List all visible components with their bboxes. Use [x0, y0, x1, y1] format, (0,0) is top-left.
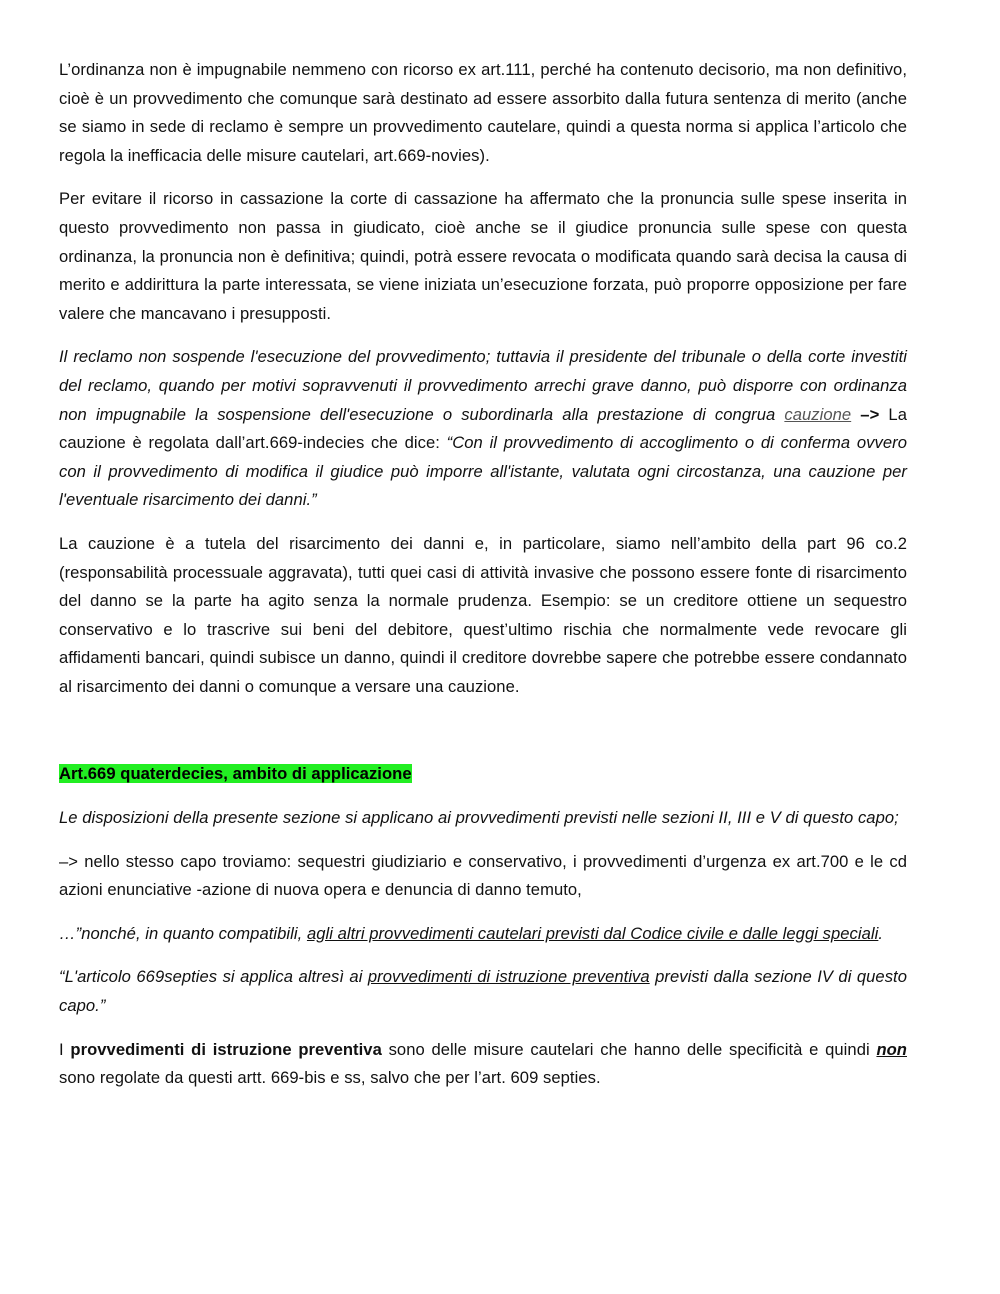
- paragraph-istruzione-preventiva: [59, 1036, 907, 1093]
- paragraph-stesso-capo: –> nello stesso capo troviamo: sequestri giudiziario e conservativo, i provvedimenti d’urgenza ex art.700 e le cd azioni enunciative -azione di nuova opera e denuncia di danno temuto,: [59, 851, 907, 900]
- reclamo-quote: Il reclamo non sospende l'esecuzione del provvedimento; tuttavia il presidente del tribunale o della corte investiti del reclamo, quando per motivi sopravvenuti il provvedimento arrechi grave danno, può disporre con ordinanza non impugnabile la sospensione dell'esecuzione o subordinarla alla prestazione di congrua: [59, 347, 907, 424]
- istruzione-preventiva-bold: provvedimenti di istruzione preventiva: [70, 1039, 382, 1059]
- istruzione-mid: sono delle misure cautelari che hanno delle specificità e quindi: [381, 1039, 877, 1059]
- istruzione-preventiva-underlined: provvedimenti di istruzione preventiva: [367, 967, 650, 987]
- paragraph-ordinanza-non-impugnabile: L’ordinanza non è impugnabile nemmeno con ricorso ex art.111, perché ha contenuto decisorio, ma non definitivo, cioè è un provvedimento che comunque sarà destinato ad essere assorbito dalla futura sentenza di merito (anche se siamo in sede di reclamo è sempre un provvedimento cautelare, quindi a questa norma si applica l’articolo che regola la inefficacia delle misure cautelari, art.669-novies).: [59, 60, 907, 165]
- altri-provvedimenti-underlined: agli altri provvedimenti cautelari previsti dal Codice civile e dalle leggi speciali: [306, 923, 879, 943]
- document-page: [59, 56, 907, 1108]
- nonche-lead: …”nonché, in quanto compatibili,: [59, 923, 307, 943]
- art669-indecies-quote: “Con il provvedimento di accoglimento o di conferma ovvero con il provvedimento di modifica il giudice può imporre all'istante, valutata ogni circostanza, una cauzione per l'eventuale risarcimento dei danni.”: [59, 433, 907, 510]
- nonche-tail: .: [878, 923, 884, 943]
- istruzione-tail: sono regolate da questi artt. 669-bis e ss, salvo che per l’art. 609 septies.: [59, 1068, 601, 1088]
- paragraph-reclamo-cauzione: [59, 343, 907, 515]
- heading-highlight: Art.669 quaterdecies, ambito di applicazione: [59, 764, 412, 784]
- arrow-symbol: –>: [860, 404, 880, 424]
- paragraph-nonche-compatibili: [59, 920, 907, 949]
- 669septies-tail: previsti dalla sezione IV di questo capo.”: [59, 967, 907, 1016]
- cauzione-regolata-text: La cauzione è regolata dall’art.669-indecies che dice:: [59, 404, 907, 453]
- paragraph-cauzione-tutela: La cauzione è a tutela del risarcimento dei danni e, in particolare, siamo nell’ambito della part 96 co.2 (responsabilità processuale aggravata), tutti quei casi di attività invasive che possono essere fonte di risarcimento del danno se la parte ha agito senza la normale prudenza. Esempio: se un creditore ottiene un sequestro conservativo e lo trascrive sui beni del debitore, quest’ultimo rischia che normalmente vede revocare gli affidamenti bancari, quindi subisce un danno, quindi il creditore dovrebbe sapere che potrebbe essere condannato al risarcimento dei danni o comunque a versare una cauzione.: [59, 533, 907, 696]
- section-heading: [59, 760, 907, 789]
- paragraph-disposizioni-sezione: Le disposizioni della presente sezione si applicano ai provvedimenti previsti nelle sezioni II, III e V di questo capo;: [59, 808, 899, 828]
- istruzione-lead: I: [59, 1039, 71, 1059]
- paragraph-669septies: [59, 963, 907, 1020]
- paragraph-ricorso-cassazione: Per evitare il ricorso in cassazione la corte di cassazione ha affermato che la pronuncia sulle spese inserita in questo provvedimento non passa in giudicato, cioè anche se il giudice pronuncia sulle spese con questa ordinanza, la pronuncia non è definitiva; quindi, potrà essere revocata o modificata quando sarà decisa la causa di merito e addirittura la parte interessata, se viene iniziata un’esecuzione forzata, può proporre opposizione per fare valere che mancavano i presupposti.: [59, 189, 907, 323]
- cauzione-link[interactable]: cauzione: [784, 404, 852, 424]
- non-emphasis: non: [876, 1039, 907, 1059]
- 669septies-lead: “L'articolo 669septies si applica altresì ai: [59, 967, 368, 987]
